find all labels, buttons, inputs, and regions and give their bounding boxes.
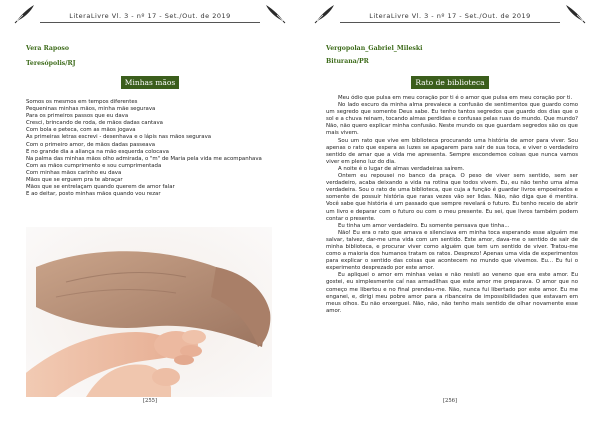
poem-title-text: Minhas mãos xyxy=(121,76,179,89)
poem-line: Cresci, brincando de roda, de mãos dadas cantava xyxy=(26,120,163,127)
page-number: [256] xyxy=(443,398,457,404)
quill-pen-icon xyxy=(314,4,336,24)
prose-paragraph: Não! Eu era o rato que amava e silenciava em minha toca esperando esse alguém me salvar, talvez, dar-me uma vida com um sentido. Este amor, dava-me o sentido de sair de minha biblioteca, e procurar viver como alguém que tem um sentido de viver. Tratou-me como a maioria dos humanos tratam os ratos. Desprezo! Apenas uma vida de experimentos para explicar o sentido das coisas que acontecem no mundo que vivemos. Eu... Eu fui o experimento desprezado por este amor. xyxy=(326,229,578,272)
poem-line: Com as mãos cumprimento e sou cumprimentada xyxy=(26,162,162,169)
hands-photo xyxy=(26,227,272,397)
author-location: Biturana/PR xyxy=(326,58,369,65)
poem-line: Com o primeiro amor, de mãos dadas passeava xyxy=(26,141,156,148)
poem-line: Na palma das minhas mãos olho admirada, o "m" de Maria pela vida me acompanhava xyxy=(26,155,262,162)
poem-line: Mãos que se entrelaçam quando querem de amor falar xyxy=(26,184,175,191)
header-title: LiteraLivre Vl. 3 - nº 17 - Set./Out. de 2019 xyxy=(69,12,231,20)
prose-paragraph: Eu apliquei o amor em minhas veias e não resisti ao veneno que era este amor. Eu gostei, eu simplesmente caí nas armadilhas que este amor me preparava. O amor que no começo me libertou e no final prendeu-me. Não, nunca fui libertado por este amor. Eu me enganei, e, dirigi meu pobre amor para a ribanceira de impossibilidades que estavam em meus olhos. Eu não enxerguei. Não, não, não tenho mais sentido de olhar novamente esse amor. xyxy=(326,272,578,314)
poem-line: Somos os mesmos em tempos diferentes xyxy=(26,99,138,105)
right-page xyxy=(300,0,600,424)
prose-paragraph: Meu ódio que pulsa em meu coração por ti é o amor que pulsa em meu coração por ti. xyxy=(338,95,573,101)
page-number: [255] xyxy=(143,398,157,404)
prose-title-text: Rato de biblioteca xyxy=(411,76,488,89)
page-header xyxy=(14,4,286,26)
prose-paragraph: Eu tinha um amor verdadeiro. Eu somente pensava que tinha... xyxy=(338,222,510,229)
prose-title xyxy=(300,70,600,89)
poem-line: Para os primeiros passos que eu dava xyxy=(26,113,129,120)
prose-paragraph: Ontem eu repousei no banco da praça. O peso de viver sem sentido, sem ser verdadeiro, acaba deixando a vida na rotina que todos vivem. Eu, eu não tenho uma alma verdadeira. Sou o rato de uma biblioteca, que cuja a função é guardar livros empoeirados e somente de possuir história que raras vezes vão ser lidas. Não, não diga que é mentira. Você sabe que história é um passado que sempre revelará o futuro. Eu tenho receio de abrir um livro e deparar com o futuro ou com o meu presente. Eu sei, que livros também podem contar o presente. xyxy=(326,173,578,222)
header-rule xyxy=(40,22,260,23)
poem-line: Mãos que se erguem pra te abraçar xyxy=(26,177,123,184)
poem-title xyxy=(0,70,300,89)
poem-line: As primeiras letras escrevi - desenhava e o lápis nas mãos segurava xyxy=(26,134,212,141)
prose-paragraph: A noite é o lugar de almas verdadeiras saírem. xyxy=(338,165,465,172)
header-rule xyxy=(340,22,560,23)
author-name: Vergopolan_Gabriel_Mileski xyxy=(326,45,423,52)
page-header xyxy=(314,4,586,26)
author-name: Vera Raposo xyxy=(26,45,69,52)
quill-pen-icon xyxy=(14,4,36,24)
poem-body xyxy=(26,99,276,198)
prose-body xyxy=(326,95,578,315)
quill-pen-icon xyxy=(564,4,586,24)
prose-paragraph: No lado escuro da minha alma prevalece a confusão de sentimentos que guardo como um segredo que somente Deus sabe. Eu tenho tantos segredos que guardo dos dias que o sol e a chuva reinam, tocando almas perdidas e confusas pelas ruas do mundo. Que mundo? Não, não quero explicar minha confusão. Neste mundo os que guardam segredos são os que mais vivem. xyxy=(326,102,578,137)
header-title: LiteraLivre Vl. 3 - nº 17 - Set./Out. de 2019 xyxy=(369,12,531,20)
poem-line: Com bola e peteca, com as mãos jogava xyxy=(26,127,136,134)
poem-line: Pequeninas minhas mãos, minha mãe segurava xyxy=(26,106,156,113)
poem-line: E no grande dia a aliança na mão esquerda colocava xyxy=(26,148,169,155)
prose-paragraph: Sou um rato que vive em biblioteca procurando uma história de amor para viver. Sou apenas o rato que espera as luzes se apagarem para sair de sua toca, e viver o verdadeiro sentido de amar que a vida me apresenta. Sempre escondemos coisas que nunca vamos viver em pleno luz do dia. xyxy=(326,137,578,165)
quill-pen-icon xyxy=(264,4,286,24)
poem-line: E ao deitar, posto minhas mãos quando vou rezar xyxy=(26,191,161,198)
author-location: Teresópolis/RJ xyxy=(26,60,76,67)
poem-line: Com minhas mãos carinho eu dava xyxy=(26,169,122,176)
